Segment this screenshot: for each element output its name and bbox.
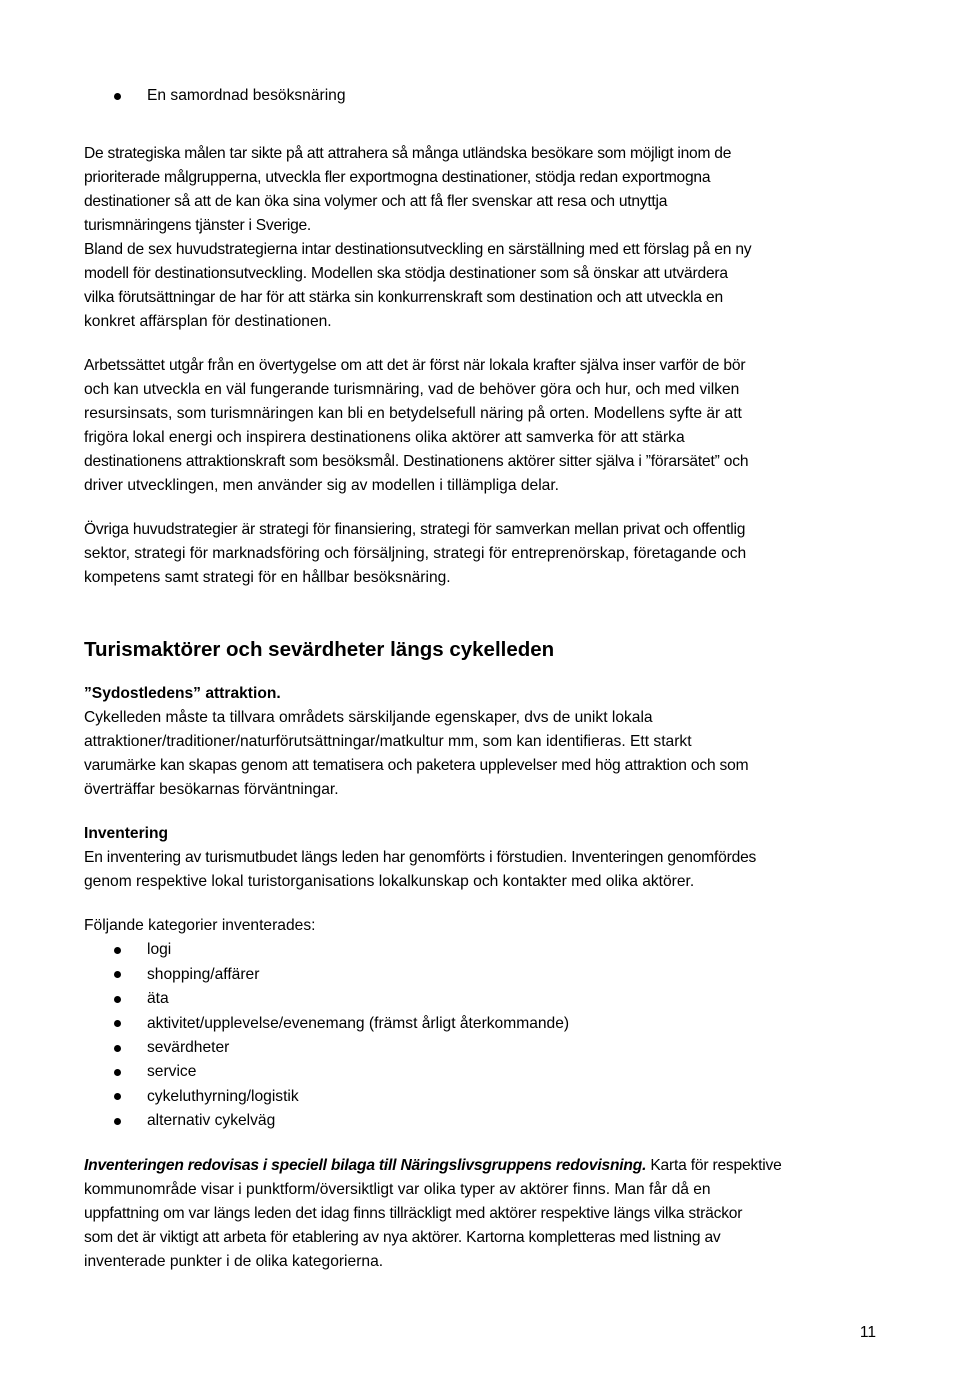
text-line: driver utvecklingen, men använder sig av modellen i tillämpliga delar.	[84, 477, 559, 495]
bullet-icon	[114, 1118, 121, 1125]
text-line: turismnäringens tjänster i Sverige.	[84, 217, 311, 235]
list-item-text: aktivitet/upplevelse/evenemang (främst årligt återkommande)	[147, 1014, 570, 1032]
text-line: frigöra lokal energi och inspirera destinationens olika aktörer att samverka för att stärka	[84, 429, 685, 447]
bullet-icon	[114, 947, 121, 954]
bullet-icon	[114, 971, 121, 978]
list-item-text: service	[147, 1063, 197, 1081]
text-line: attraktioner/traditioner/naturförutsättningar/matkultur mm, som kan identifieras. Ett starkt	[84, 733, 692, 751]
text-line: och kan utveckla en väl fungerande turismnäring, vad de behöver göra och hur, och med vilken	[84, 381, 740, 399]
list-item	[84, 1012, 874, 1036]
list-item	[84, 84, 874, 108]
list-item-text: cykeluthyrning/logistik	[147, 1087, 299, 1105]
section-inventering	[84, 822, 874, 894]
text-line: prioriterade målgrupperna, utveckla fler exportmogna destinationer, stödja redan exportmogna	[84, 169, 711, 187]
text-line: Bland de sex huvudstrategierna intar destinationsutveckling en särställning med ett förslag på en ny	[84, 241, 752, 259]
bullet-icon	[114, 1069, 121, 1076]
list-item	[84, 1060, 874, 1084]
section-sydostleden	[84, 682, 874, 802]
text-line	[84, 1154, 874, 1178]
paragraph-inventory-report	[84, 1154, 874, 1274]
text-line: resursinsats, som turismnäringen kan bli en betydelsefull näring på orten. Modellens syfte är att	[84, 405, 742, 423]
intro-bullet-list	[84, 84, 874, 108]
text-line: Cykelleden måste ta tillvara områdets särskiljande egenskaper, dvs de unikt lokala	[84, 709, 653, 727]
page-number: 11	[859, 1324, 876, 1341]
list-item	[84, 1109, 874, 1133]
text-line: destinationens attraktionskraft som besöksmål. Destinationens aktörer sitter själva i ”förarsätet” och	[84, 453, 749, 471]
bullet-icon	[114, 996, 121, 1003]
list-item-text: alternativ cykelväg	[147, 1112, 276, 1130]
text-line: En inventering av turismutbudet längs leden har genomförts i förstudien. Inventeringen genomfördes	[84, 849, 757, 867]
text-line: kompetens samt strategi för en hållbar besöksnäring.	[84, 569, 451, 587]
paragraph-strategic-goals	[84, 142, 874, 334]
document-page	[84, 84, 874, 1274]
list-item	[84, 1036, 874, 1060]
list-item-text: sevärdheter	[147, 1039, 230, 1057]
bullet-icon	[114, 93, 121, 100]
text-line: sektor, strategi för marknadsföring och försäljning, strategi för entreprenörskap, företagande och	[84, 545, 747, 563]
subheading: ”Sydostledens” attraktion.	[84, 685, 281, 703]
list-item-text: logi	[147, 941, 172, 959]
text-line: modell för destinationsutveckling. Modellen ska stödja destinationer som så önskar att utvärdera	[84, 265, 728, 283]
categories-list	[84, 938, 874, 1133]
list-item	[84, 1085, 874, 1109]
subheading: Inventering	[84, 825, 169, 843]
text-line: uppfattning om var längs leden det idag finns tillräckligt med aktörer respektive längs vilka sträckor	[84, 1204, 743, 1222]
paragraph-other-strategies	[84, 518, 874, 590]
text-line: Arbetssättet utgår från en övertygelse om att det är först när lokala krafter själva inser varför de bör	[84, 357, 746, 375]
text-line: Övriga huvudstrategier är strategi för finansiering, strategi för samverkan mellan privat och offentlig	[84, 521, 746, 539]
list-item	[84, 938, 874, 962]
text-line: överträffar besökarnas förväntningar.	[84, 781, 339, 799]
bullet-icon	[114, 1020, 121, 1027]
text-line: varumärke kan skapas genom att tematisera och paketera upplevelser med hög attraktion och som	[84, 757, 749, 775]
text-line: destinationer så att de kan öka sina volymer och att få fler svenskar att resa och utnyttja	[84, 193, 668, 211]
emphasized-text: Inventeringen redovisas i speciell bilaga till Näringslivsgruppens redovisning.	[84, 1156, 647, 1174]
section-heading: Turismaktörer och sevärdheter längs cykelleden	[84, 638, 555, 662]
list-item	[84, 963, 874, 987]
list-item-text: shopping/affärer	[147, 965, 260, 983]
categories-intro: Följande kategorier inventerades:	[84, 917, 316, 935]
text-line: genom respektive lokal turistorganisations lokalkunskap och kontakter med olika aktörer.	[84, 873, 695, 891]
text-line: De strategiska målen tar sikte på att attrahera så många utländska besökare som möjligt inom de	[84, 145, 732, 163]
list-item	[84, 987, 874, 1011]
paragraph-working-method	[84, 354, 874, 498]
text-line: kommunområde visar i punktform/översiktligt var olika typer av aktörer finns. Man får då en	[84, 1180, 711, 1198]
text-line: som det är viktigt att arbeta för etablering av nya aktörer. Kartorna kompletteras med listning av	[84, 1228, 721, 1246]
bullet-icon	[114, 1093, 121, 1100]
list-item-text: En samordnad besöksnäring	[147, 87, 346, 104]
bullet-icon	[114, 1045, 121, 1052]
text-line: vilka förutsättningar de har för att stärka sin konkurrenskraft som destination och att utveckla en	[84, 289, 723, 307]
list-item-text: äta	[147, 990, 169, 1008]
text-line: konkret affärsplan för destinationen.	[84, 313, 332, 331]
text-span: Karta för respektive	[646, 1156, 782, 1174]
text-line: inventerade punkter i de olika kategorierna.	[84, 1252, 384, 1270]
